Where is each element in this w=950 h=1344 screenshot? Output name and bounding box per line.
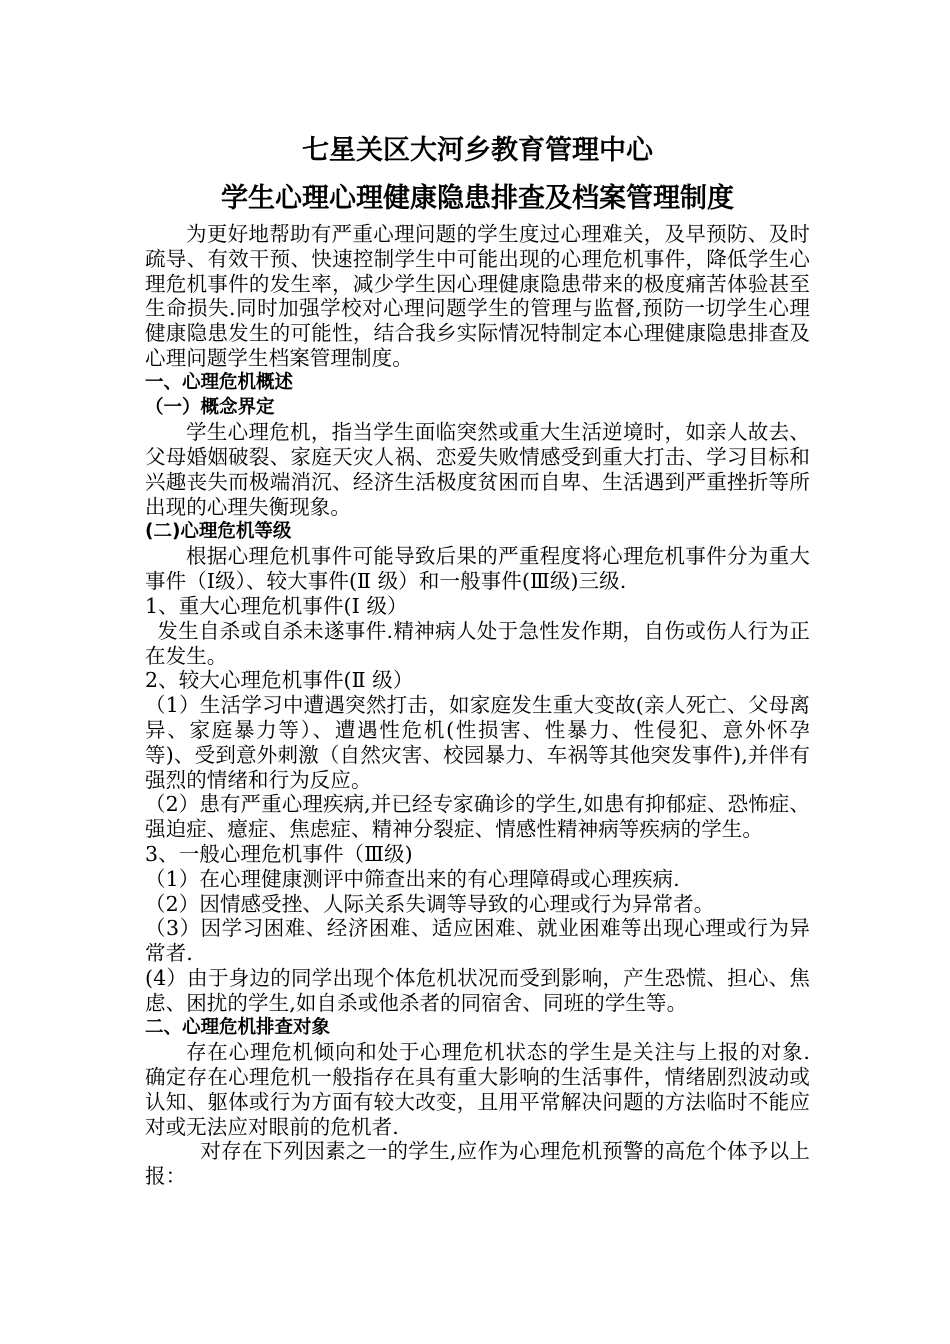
subsection-heading-levels: (二)心理危机等级 <box>145 520 292 542</box>
screening-paragraph: 存在心理危机倾向和处于心理危机状态的学生是关注与上报的对象.确定存在心理危机一般指存在具有重大影响的生活事件，情绪剧烈波动或认知、躯体或行为方面有较大改变，且用平常解决问题的方法临时不能应对或无法应对眼前的危机者. <box>145 1040 810 1139</box>
level3-item: （3）因学习困难、经济困难、适应困难、就业困难等出现心理或行为异常者. <box>145 916 810 966</box>
level1-title: 1、重大心理危机事件(Ⅰ 级） <box>145 593 408 618</box>
screening-paragraph: 对存在下列因素之一的学生,应作为心理危机预警的高危个体予以上报： <box>145 1139 810 1189</box>
level3-title: 3、一般心理危机事件（Ⅲ级) <box>145 841 413 866</box>
level3-item: （1）在心理健康测评中筛查出来的有心理障碍或心理疾病. <box>145 866 680 891</box>
level2-item: （1）生活学习中遭遇突然打击，如家庭发生重大变故(亲人死亡、父母离异、家庭暴力等）、遭遇性危机(性损害、性暴力、性侵犯、意外怀孕等)、受到意外刺激（自然灾害、校园暴力、车祸等其他突发事件),并伴有强烈的情绪和行为反应。 <box>145 693 810 792</box>
level2-title: 2、较大心理危机事件(Ⅱ 级） <box>145 668 414 693</box>
document-body <box>145 132 810 1189</box>
level3-item: （2）因情感受挫、人际关系失调等导致的心理或行为异常者。 <box>145 891 715 916</box>
intro-paragraph: 为更好地帮助有严重心理问题的学生度过心理难关，及早预防、及时疏导、有效干预、快速控制学生中可能出现的心理危机事件，降低学生心理危机事件的发生率，减少学生因心理健康隐患带来的极度痛苦体验甚至生命损失.同时加强学校对心理问题学生的管理与监督,预防一切学生心理健康隐患发生的可能性，结合我乡实际情况特制定本心理健康隐患排查及心理问题学生档案管理制度。 <box>145 222 810 370</box>
levels-paragraph: 根据心理危机事件可能导致后果的严重程度将心理危机事件分为重大事件（Ⅰ级）、较大事件(Ⅱ 级）和一般事件(Ⅲ级)三级. <box>145 544 810 594</box>
level2-item: （2）患有严重心理疾病,并已经专家确诊的学生,如患有抑郁症、恐怖症、强迫症、癔症、焦虑症、精神分裂症、情感性精神病等疾病的学生。 <box>145 792 810 842</box>
section-heading-overview: 一、心理危机概述 <box>145 371 294 393</box>
level3-item: (4）由于身边的同学出现个体危机状况而受到影响，产生恐慌、担心、焦虑、困扰的学生,如自杀或他杀者的同宿舍、同班的学生等。 <box>145 965 810 1015</box>
document-title: 学生心理心理健康隐患排查及档案管理制度 <box>221 183 734 214</box>
subsection-heading-definition: （一）概念界定 <box>145 396 275 418</box>
definition-paragraph: 学生心理危机，指当学生面临突然或重大生活逆境时，如亲人故去、父母婚姻破裂、家庭天灾人祸、恋爱失败情感受到重大打击、学习目标和兴趣丧失而极端消沉、经济生活极度贫困而自卑、生活遇到严重挫折等所出现的心理失衡现象。 <box>145 420 810 519</box>
document-title-org: 七星关区大河乡教育管理中心 <box>302 135 653 166</box>
level1-paragraph: 发生自杀或自杀未遂事件.精神病人处于急性发作期，自伤或伤人行为正在发生。 <box>145 618 810 668</box>
section-heading-screening: 二、心理危机排查对象 <box>145 1016 331 1038</box>
